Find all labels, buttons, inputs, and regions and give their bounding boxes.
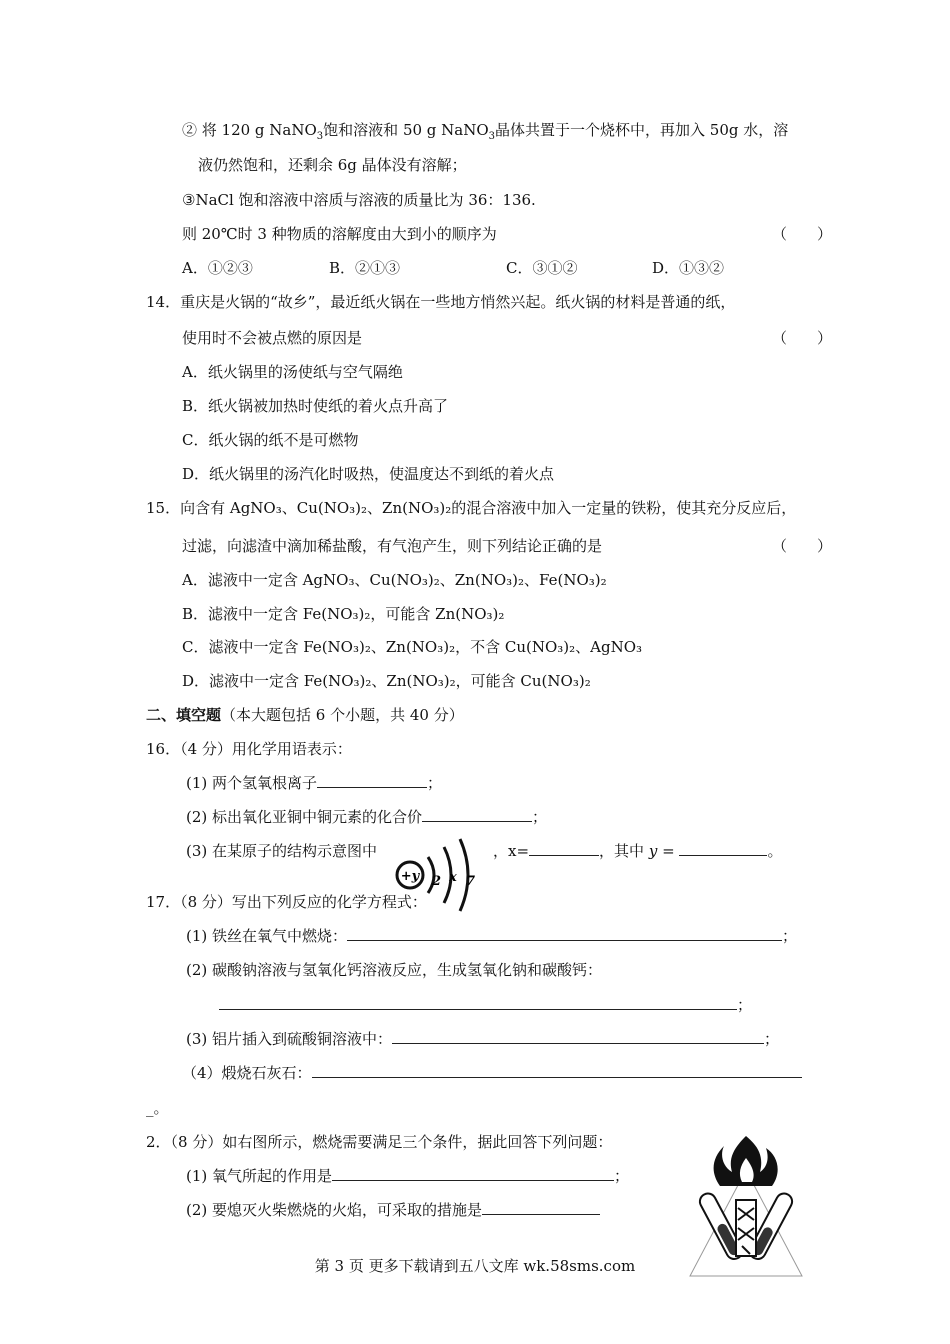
q14-answer-paren: （ ）: [772, 329, 833, 347]
q15-line1: 15．向含有 AgNO₃、Cu(NO₃)₂、Zn(NO₃)₂的混合溶液中加入一定量的铁粉，使其充分反应后，: [146, 499, 797, 517]
q14-option-c: C．纸火锅的纸不是可燃物: [182, 431, 359, 449]
section2-desc: （本大题包括 6 个小题，共 40 分）: [221, 706, 464, 724]
q14-line2: 使用时不会被点燃的原因是: [182, 329, 363, 347]
q18-part2-blank[interactable]: [482, 1200, 600, 1215]
q16-x-blank[interactable]: [529, 841, 599, 856]
q17-part3: (3) 铝片插入到硫酸铜溶液中： ；: [186, 1030, 780, 1048]
q17-part1: (1) 铁丝在氧气中燃烧： ；: [186, 927, 798, 945]
q17-part4: （4）煅烧石灰石：: [182, 1063, 802, 1083]
q13-answer-paren: （ ）: [772, 225, 833, 243]
q17-part4-blank[interactable]: [312, 1063, 802, 1078]
shell1-electrons: 2: [432, 874, 442, 889]
q17-part2: (2) 碳酸钠溶液与氢氧化钙溶液反应，生成氢氧化钠和碳酸钙：: [186, 961, 603, 979]
q13-option-d: D．①③②: [652, 259, 725, 277]
q15-line2: 过滤，向滤渣中滴加稀盐酸，有气泡产生，则下列结论正确的是: [182, 537, 603, 555]
q13-option-a: A．①②③: [182, 259, 253, 277]
q15-option-c: C．滤液中一定含 Fe(NO₃)₂、Zn(NO₃)₂，不含 Cu(NO₃)₂、AgNO₃: [182, 638, 643, 656]
shell3-electrons: 7: [466, 874, 476, 889]
page-footer: 第 3 页 更多下载请到五八文库 wk.58sms.com: [314, 1257, 636, 1275]
q16-y-blank[interactable]: [679, 841, 767, 856]
q17-part1-blank[interactable]: [347, 926, 782, 941]
q13-option-b: B．②①③: [329, 259, 401, 277]
q18-stem: 2．（8 分）如右图所示，燃烧需要满足三个条件，据此回答下列问题：: [146, 1133, 613, 1151]
q13-item2-line2: 液仍然饱和，还剩余 6g 晶体没有溶解；: [198, 156, 467, 174]
q13-item2-line1: ② 将 120 g NaNO$_3$饱和溶液和 50 g NaNO$_3$晶体共置于一个烧杯中，再加入 50g 水，溶: [182, 121, 789, 142]
q13-option-c: C．③①②: [506, 259, 578, 277]
q14-option-b: B．纸火锅被加热时使纸的着火点升高了: [182, 397, 449, 415]
q16-part3-answers: ，x= ，其中 y = 。: [493, 842, 783, 860]
q16-part2-blank[interactable]: [422, 807, 532, 822]
q15-option-a: A．滤液中一定含 AgNO₃、Cu(NO₃)₂、Zn(NO₃)₂、Fe(NO₃)₂: [182, 571, 607, 589]
q14-option-d: D．纸火锅里的汤汽化时吸热，使温度达不到纸的着火点: [182, 465, 555, 483]
q17-part2-answer: ；: [219, 995, 752, 1015]
q15-answer-paren: （ ）: [772, 537, 833, 555]
q18-part2: (2) 要熄灭火柴燃烧的火焰，可采取的措施是: [186, 1200, 600, 1220]
q13-stem: 则 20℃时 3 种物质的溶解度由大到小的顺序为: [182, 225, 497, 243]
q16-stem: 16．（4 分）用化学用语表示：: [146, 740, 352, 758]
q15-option-b: B．滤液中一定含 Fe(NO₃)₂，可能含 Zn(NO₃)₂: [182, 605, 505, 623]
q16-part1: (1) 两个氢氧根离子 ；: [186, 774, 443, 792]
q18-part1-blank[interactable]: [332, 1166, 614, 1181]
section2-heading: [146, 705, 464, 725]
section2-title: 二、填空题: [146, 706, 222, 724]
shell2-electrons: x: [449, 870, 457, 885]
q14-line1: 14．重庆是火锅的“故乡”，最近纸火锅在一些地方悄然兴起。纸火锅的材料是普通的纸，: [146, 293, 736, 311]
q13-item3: ③NaCl 饱和溶液中溶质与溶液的质量比为 36：136.: [182, 191, 536, 209]
q14-option-a: A．纸火锅里的汤使纸与空气隔绝: [182, 363, 403, 381]
q17-stem: 17．（8 分）写出下列反应的化学方程式：: [146, 893, 427, 911]
q18-part1: (1) 氧气所起的作用是 ；: [186, 1167, 630, 1185]
q16-part3: (3) 在某原子的结构示意图中: [186, 842, 378, 860]
q16-part2: (2) 标出氧化亚铜中铜元素的化合价 ；: [186, 808, 548, 826]
q17-part2-blank[interactable]: [219, 995, 737, 1010]
fuel-wood-icon: [736, 1200, 756, 1256]
q17-part3-blank[interactable]: [392, 1029, 764, 1044]
q17-part4-end: _。: [146, 1099, 169, 1117]
q15-option-d: D．滤液中一定含 Fe(NO₃)₂、Zn(NO₃)₂，可能含 Cu(NO₃)₂: [182, 672, 591, 690]
q16-part1-blank[interactable]: [317, 773, 427, 788]
nucleus-charge: +y: [400, 869, 420, 884]
